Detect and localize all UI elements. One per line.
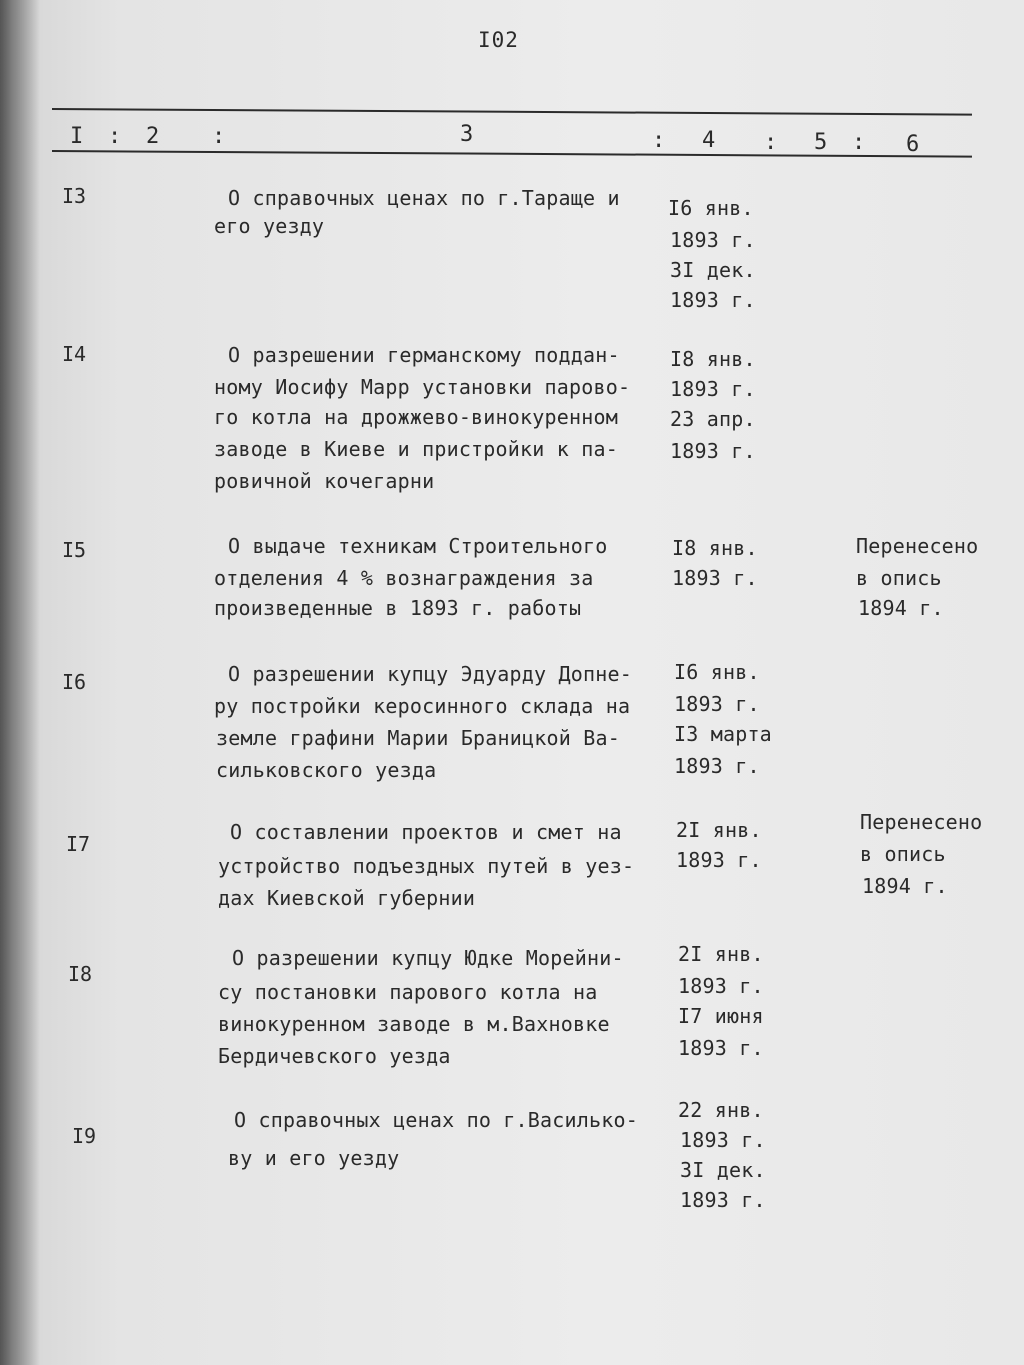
row-date-line: I6 янв.	[668, 196, 754, 220]
row-number: I9	[72, 1124, 97, 1148]
row-date-line: 1893 г.	[680, 1128, 766, 1152]
header-separator: :	[108, 124, 122, 149]
row-title-line: го котла на дрожжево-винокуренном	[214, 405, 618, 429]
row-title-line: О выдаче техникам Строительного	[228, 534, 608, 558]
header-bottom-rule	[52, 150, 972, 158]
row-note-line: Перенесено	[860, 810, 983, 834]
row-date-line: I7 июня	[678, 1004, 764, 1028]
row-date-line: 2I янв.	[676, 818, 762, 842]
header-separator: :	[212, 124, 226, 149]
row-date-line: 1893 г.	[670, 288, 756, 312]
row-title-line: произведенные в 1893 г. работы	[214, 596, 582, 620]
row-title-line: сильковского уезда	[216, 758, 437, 782]
row-title-line: ву и его уезду	[228, 1146, 400, 1170]
row-title-line: ру постройки керосинного склада на	[214, 694, 631, 718]
binding-shadow	[0, 0, 40, 1365]
row-date-line: I6 янв.	[674, 660, 760, 684]
page-number: I02	[478, 28, 519, 52]
row-title-line: Бердичевского уезда	[218, 1044, 451, 1068]
row-title-line: заводе в Киеве и пристройки к па-	[214, 437, 618, 461]
row-date-line: 1893 г.	[674, 754, 760, 778]
header-col-3: 3	[460, 122, 474, 147]
row-date-line: 1893 г.	[672, 566, 758, 590]
header-top-rule	[52, 108, 972, 116]
row-date-line: 1893 г.	[678, 1036, 764, 1060]
row-date-line: 1893 г.	[674, 692, 760, 716]
row-date-line: 1893 г.	[680, 1188, 766, 1212]
row-title-line: О составлении проектов и смет на	[230, 820, 622, 844]
row-note-line: 1894 г.	[862, 874, 948, 898]
row-date-line: 2I янв.	[678, 942, 764, 966]
row-number: I4	[62, 342, 87, 366]
row-date-line: 3I дек.	[670, 258, 756, 282]
row-title-line: дах Киевской губернии	[218, 886, 476, 910]
row-number: I8	[68, 962, 93, 986]
header-col-4: 4	[702, 128, 716, 153]
row-date-line: 1893 г.	[676, 848, 762, 872]
row-title-line: О разрешении германскому поддан-	[228, 343, 620, 367]
row-title-line: су постановки парового котла на	[218, 980, 598, 1004]
row-number: I6	[62, 670, 87, 694]
header-separator: :	[852, 130, 866, 155]
row-date-line: 1893 г.	[670, 377, 756, 401]
row-title-line: О разрешении купцу Юдке Морейни-	[232, 946, 624, 970]
row-number: I7	[66, 832, 91, 856]
row-title-line: ному Иосифу Марр установки парово-	[214, 375, 631, 399]
row-date-line: 1893 г.	[670, 439, 756, 463]
row-title-line: земле графини Марии Браницкой Ва-	[216, 726, 620, 750]
row-note-line: в опись	[860, 842, 946, 866]
row-date-line: I8 янв.	[670, 347, 756, 371]
row-date-line: I3 марта	[674, 722, 772, 746]
row-date-line: 1893 г.	[678, 974, 764, 998]
row-number: I3	[62, 184, 87, 208]
row-date-line: 22 янв.	[678, 1098, 764, 1122]
row-note-line: 1894 г.	[858, 596, 944, 620]
header-col-1: I	[70, 124, 84, 149]
row-date-line: I8 янв.	[672, 536, 758, 560]
row-date-line: 3I дек.	[680, 1158, 766, 1182]
row-title-line: устройство подъездных путей в уез-	[218, 854, 635, 878]
row-note-line: в опись	[856, 566, 942, 590]
row-title-line: ровичной кочегарни	[214, 469, 435, 493]
row-title-line: О разрешении купцу Эдуарду Допне-	[228, 662, 632, 686]
header-col-2: 2	[146, 124, 160, 149]
header-separator: :	[652, 128, 666, 153]
row-note-line: Перенесено	[856, 534, 979, 558]
row-title-line: его уезду	[214, 214, 325, 238]
row-title-line: О справочных ценах по г.Тараще и	[228, 186, 620, 210]
header-separator: :	[764, 130, 778, 155]
row-title-line: О справочных ценах по г.Василько-	[234, 1108, 638, 1132]
header-col-5: 5	[814, 130, 828, 155]
row-title-line: винокуренном заводе в м.Вахновке	[218, 1012, 610, 1036]
row-number: I5	[62, 538, 87, 562]
row-date-line: 23 апр.	[670, 407, 756, 431]
row-date-line: 1893 г.	[670, 228, 756, 252]
row-title-line: отделения 4 % вознаграждения за	[214, 566, 594, 590]
header-col-6: 6	[906, 132, 920, 157]
